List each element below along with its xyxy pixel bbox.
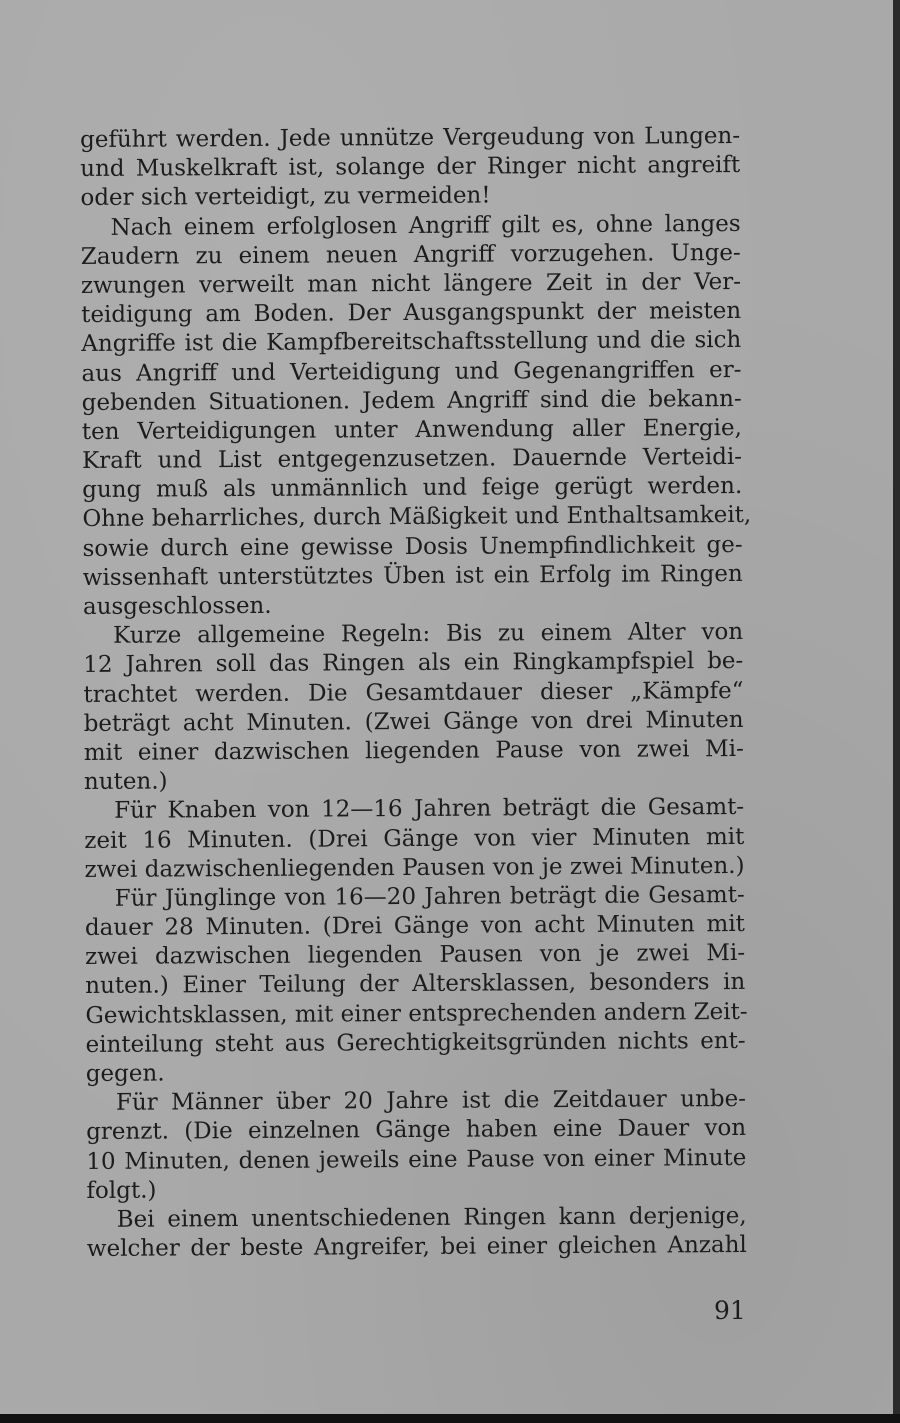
page-edge-bottom (0, 1414, 900, 1423)
text-line: grenzt. (Die einzelnen Gänge haben eine Dauer von (86, 1115, 747, 1146)
text-line: nuten.) Einer Teilung der Altersklassen, besonders in (85, 969, 746, 1000)
text-line: dauer 28 Minuten. (Drei Gänge von acht Minuten mit (84, 911, 745, 942)
text-line: gung muß als unmännlich und feige gerügt werden. (82, 473, 743, 504)
text-line: zwei dazwischenliegenden Pausen von je zwei Minuten.) (84, 852, 745, 883)
text-line: welcher der beste Angreifer, bei einer gleichen Anzahl (86, 1232, 747, 1263)
body-text (80, 122, 752, 1264)
text-line: Nach einem erfolglosen Angriff gilt es, ohne langes (110, 210, 741, 241)
text-line: aus Angriff und Verteidigung und Gegenangriffen er- (81, 356, 742, 387)
text-line: wissenhaft unterstütztes Üben ist ein Erfolg im Ringen (82, 560, 743, 591)
page-edge-right (893, 0, 900, 1423)
text-line: nuten.) (83, 768, 168, 796)
text-line: einteilung steht aus Gerechtigkeitsgründen nichts ent- (85, 1027, 746, 1058)
text-line: Für Knaben von 12—16 Jahren beträgt die Gesamt- (114, 794, 745, 825)
text-line: Zaudern zu einem neuen Angriff vorzugehen. Unge- (80, 239, 741, 270)
text-line: mit einer dazwischen liegenden Pause von zwei Mi- (83, 735, 744, 766)
text-line: gegen. (85, 1060, 165, 1087)
text-line: Ohne beharrliches, durch Mäßigkeit und Enthaltsamkeit, (82, 502, 752, 533)
text-line: 12 Jahren soll das Ringen als ein Ringkampfspiel be- (83, 648, 744, 679)
text-line: gebenden Situationen. Jedem Angriff sind die bekann- (81, 385, 742, 416)
text-line: beträgt acht Minuten. (Zwei Gänge von drei Minuten (83, 706, 744, 737)
text-line: Kurze allgemeine Regeln: Bis zu einem Alter von (113, 619, 744, 649)
text-line: und Muskelkraft ist, solange der Ringer nicht angreift (80, 152, 741, 183)
text-line: zeit 16 Minuten. (Drei Gänge von vier Minuten mit (84, 823, 745, 854)
text-line: geführt werden. Jede unnütze Vergeudung von Lungen- (80, 122, 741, 153)
text-line: Angriffe ist die Kampfbereitschaftsstellung und die sich (81, 327, 742, 358)
text-line: ausgeschlossen. (82, 592, 272, 620)
text-line: 10 Minuten, denen jeweils eine Pause von einer Minute (86, 1144, 747, 1175)
text-line: Für Jünglinge von 16—20 Jahren beträgt die Gesamt- (114, 881, 745, 912)
text-line: zwei dazwischen liegenden Pausen von je zwei Mi- (84, 940, 746, 971)
text-line: folgt.) (86, 1177, 157, 1204)
page-number: 91 (714, 1296, 746, 1325)
text-line: teidigung am Boden. Der Ausgangspunkt der meisten (81, 298, 742, 329)
text-line: Für Männer über 20 Jahre ist die Zeitdauer unbe- (115, 1086, 747, 1116)
text-line: oder sich verteidigt, zu vermeiden! (80, 182, 491, 212)
text-line: trachtet werden. Die Gesamtdauer dieser „Kämpfe“ (83, 677, 744, 708)
text-line: zwungen verweilt man nicht längere Zeit in der Ver- (80, 268, 742, 299)
text-line: Bei einem unentschiedenen Ringen kann derjenige, (116, 1202, 747, 1233)
text-line: ten Verteidigungen unter Anwendung aller Energie, (81, 414, 742, 445)
text-line: sowie durch eine gewisse Dosis Unempfindlichkeit ge- (82, 531, 743, 562)
text-line: Kraft und List entgegenzusetzen. Dauernde Verteidi- (81, 444, 743, 475)
text-line: Gewichtsklassen, mit einer entsprechenden andern Zeit- (85, 998, 748, 1029)
